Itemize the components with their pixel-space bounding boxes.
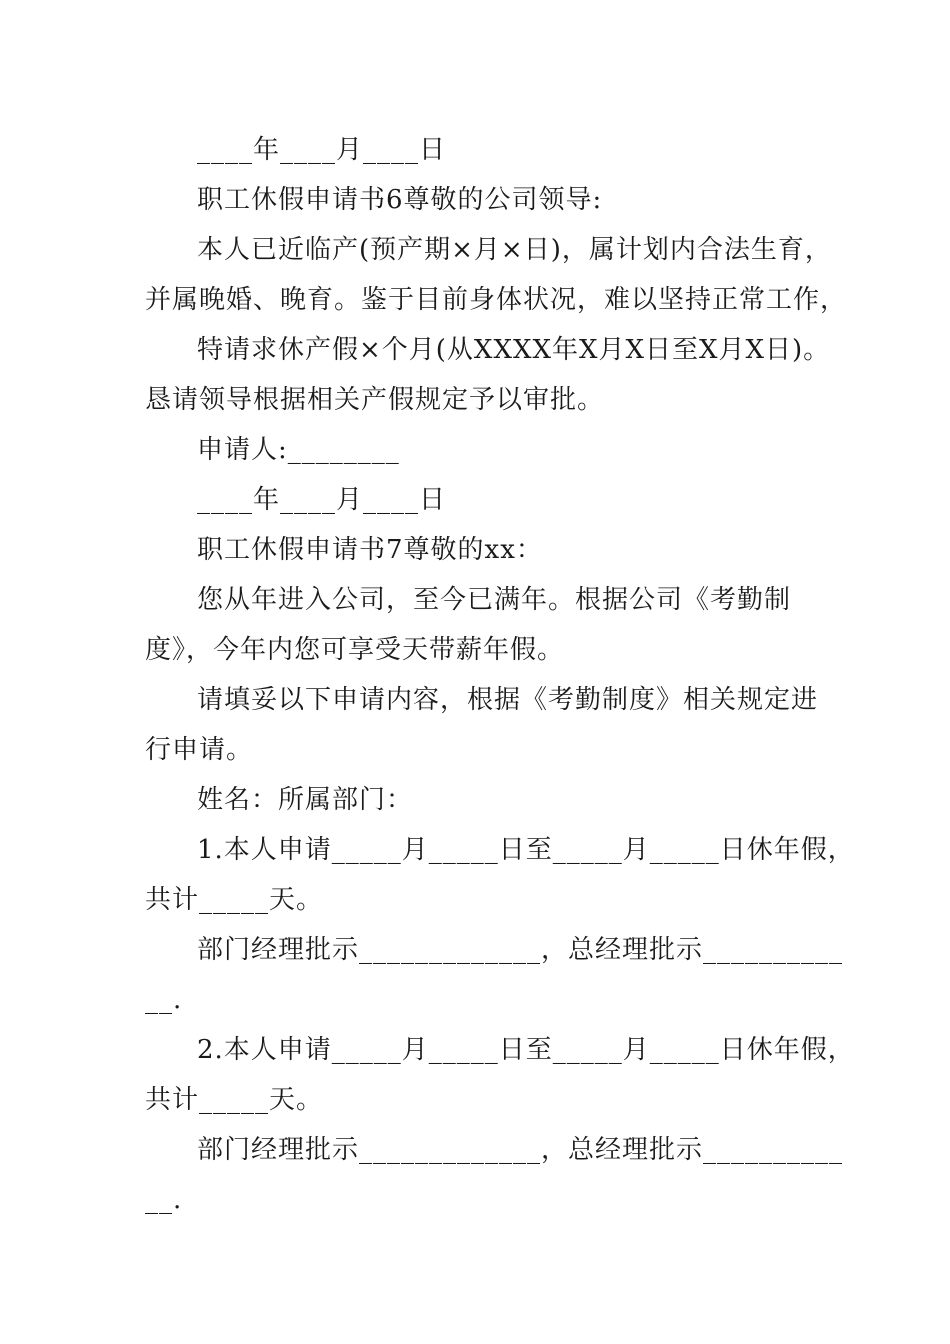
body-text-line: 行申请。 xyxy=(145,735,254,765)
body-text-line: 您从年进入公司，至今已满年。根据公司《考勤制 xyxy=(197,585,792,615)
date-blank-line: ____年____月____日 xyxy=(197,135,447,165)
body-text-line: 并属晚婚、晚育。鉴于目前身体状况，难以坚持正常工作， xyxy=(145,285,848,315)
letter-heading-6: 职工休假申请书6尊敬的公司领导: xyxy=(197,185,603,215)
leave-request-item-1: 1.本人申请_____月_____日至_____月_____日休年假， xyxy=(197,835,855,865)
leave-days-line: 共计_____天。 xyxy=(145,1085,324,1115)
body-text-line: 恳请领导根据相关产假规定予以审批。 xyxy=(145,385,605,415)
date-blank-line: ____年____月____日 xyxy=(197,485,447,515)
leave-request-item-2: 2.本人申请_____月_____日至_____月_____日休年假， xyxy=(197,1035,855,1065)
applicant-line: 申请人:________ xyxy=(197,435,400,465)
name-department-line: 姓名：所属部门： xyxy=(197,785,414,815)
body-text-line: 特请求休产假×个月(从XXXX年X月X日至X月X日)。 xyxy=(197,335,831,365)
approval-line-end: __. xyxy=(145,1185,183,1215)
leave-days-line: 共计_____天。 xyxy=(145,885,324,915)
approval-line-end: __. xyxy=(145,985,183,1015)
letter-heading-7: 职工休假申请书7尊敬的xx： xyxy=(197,535,543,565)
body-text-line: 本人已近临产(预产期×月×日)，属计划内合法生育， xyxy=(197,235,832,265)
body-text-line: 度》，今年内您可享受天带薪年假。 xyxy=(145,635,565,665)
approval-line: 部门经理批示_____________，总经理批示__________ xyxy=(197,1135,844,1165)
body-text-line: 请填妥以下申请内容，根据《考勤制度》相关规定进 xyxy=(197,685,819,715)
approval-line: 部门经理批示_____________，总经理批示__________ xyxy=(197,935,844,965)
